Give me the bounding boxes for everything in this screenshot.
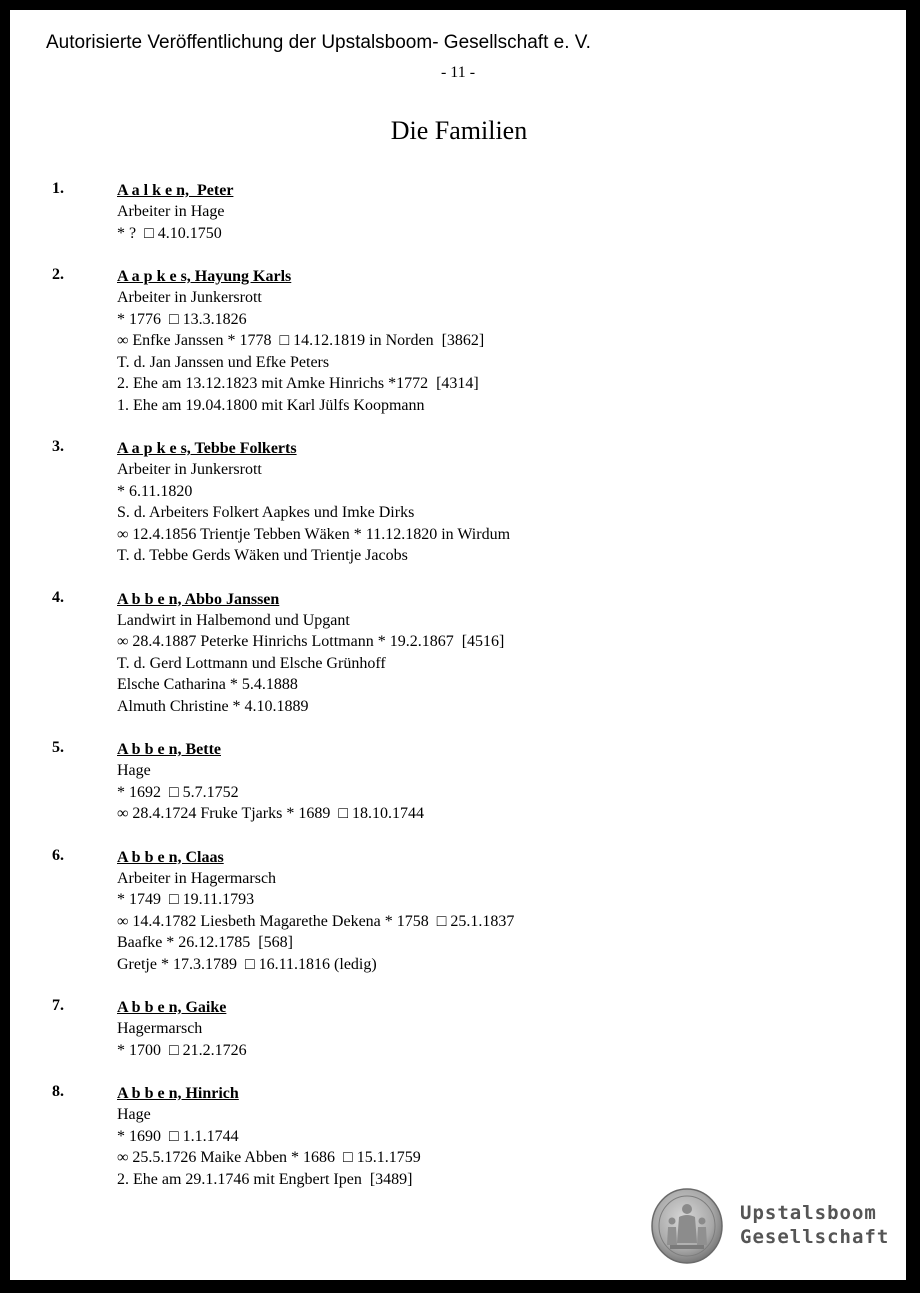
entry-detail-line: T. d. Tebbe Gerds Wäken und Trientje Jacobs (117, 547, 408, 564)
entry-detail-line: * 1776 □ 13.3.1826 (117, 310, 247, 328)
entry-detail-line: S. d. Arbeiters Folkert Aapkes und Imke Dirks (117, 504, 415, 521)
entry-detail-line: 2. Ehe am 13.12.1823 mit Amke Hinrichs *1772 [4314] (117, 375, 479, 392)
entry-number: 4. (52, 588, 64, 606)
entry-detail-line: Arbeiter in Junkersrott (117, 461, 262, 478)
entry-detail-line: Landwirt in Halbemond und Upgant (117, 611, 350, 629)
entry-number: 2. (52, 266, 64, 283)
document-page (10, 10, 906, 1280)
entry-number: 7. (52, 997, 64, 1014)
family-entry (10, 266, 906, 416)
family-entry (10, 997, 906, 1061)
entry-detail-line: Arbeiter in Junkersrott (117, 289, 262, 306)
entry-name: A b b e n, Claas (117, 848, 224, 866)
family-entry (10, 739, 906, 825)
family-entry (10, 1083, 906, 1190)
entry-name: A b b e n, Hinrich (117, 1085, 239, 1102)
family-entry (10, 589, 906, 718)
society-seal-icon (650, 1187, 724, 1265)
entry-detail-line: * ? □ 4.10.1750 (117, 224, 222, 242)
society-wordmark (740, 1201, 889, 1249)
entry-detail-line: * 1692 □ 5.7.1752 (117, 783, 239, 801)
entry-detail-line: ∞ 12.4.1856 Trientje Tebben Wäken * 11.12.1820 in Wirdum (117, 525, 511, 543)
entry-detail-line: * 1690 □ 1.1.1744 (117, 1127, 239, 1145)
entry-detail-line: T. d. Jan Janssen und Efke Peters (117, 353, 330, 371)
entry-name: A a l k e n, Peter (117, 182, 234, 199)
wordmark-line-2: Gesellschaft (740, 1226, 890, 1248)
entry-body (117, 266, 906, 416)
entry-name: A a p k e s, Tebbe Folkerts (117, 440, 297, 457)
entry-detail-line: Arbeiter in Hagermarsch (117, 869, 277, 887)
entry-name: A b b e n, Abbo Janssen (117, 590, 280, 608)
entry-detail-line: ∞ 28.4.1724 Fruke Tjarks * 1689 □ 18.10.1744 (117, 805, 424, 822)
entry-name: A b b e n, Bette (117, 741, 221, 758)
society-logo (650, 1187, 895, 1269)
entry-detail-line: * 1700 □ 21.2.1726 (117, 1041, 247, 1059)
family-entry (10, 438, 906, 567)
entry-body (117, 180, 906, 244)
entry-detail-line: * 1749 □ 19.11.1793 (117, 891, 255, 908)
entry-detail-line: Hagermarsch (117, 1020, 203, 1037)
entry-number: 5. (52, 739, 64, 756)
entry-number: 6. (52, 846, 64, 864)
family-entry (10, 180, 906, 244)
entry-number: 1. (52, 180, 64, 197)
family-entry (10, 847, 906, 976)
entry-detail-line: ∞ 25.5.1726 Maike Abben * 1686 □ 15.1.1759 (117, 1149, 421, 1166)
entry-name: A b b e n, Gaike (117, 999, 227, 1016)
entry-body (117, 438, 906, 567)
entry-name: A a p k e s, Hayung Karls (117, 268, 292, 285)
section-title: Die Familien (390, 116, 528, 145)
wordmark-line-1: Upstalsboom (740, 1202, 877, 1224)
publication-header: Autorisierte Veröffentlichung der Upstalsboom- Gesellschaft e. V. (46, 32, 591, 53)
entry-number: 3. (52, 438, 64, 455)
entry-number: 8. (52, 1083, 64, 1100)
entry-detail-line: Gretje * 17.3.1789 □ 16.11.1816 (ledig) (117, 955, 377, 973)
entry-detail-line: ∞ 14.4.1782 Liesbeth Magarethe Dekena * 1758 □ 25.1.1837 (117, 912, 515, 930)
entry-detail-line: * 6.11.1820 (117, 482, 193, 500)
entry-detail-line: 1. Ehe am 19.04.1800 mit Karl Jülfs Koopmann (117, 396, 425, 414)
entry-body (117, 1083, 906, 1190)
entry-detail-line: Hage (117, 1106, 151, 1123)
entry-body (117, 589, 906, 718)
entry-detail-line: ∞ Enfke Janssen * 1778 □ 14.12.1819 in Norden [3862] (117, 332, 485, 349)
entry-detail-line: ∞ 28.4.1887 Peterke Hinrichs Lottmann * 19.2.1867 [4516] (117, 633, 505, 650)
entry-detail-line: Hage (117, 762, 151, 779)
entry-detail-line: Elsche Catharina * 5.4.1888 (117, 676, 298, 693)
entry-detail-line: 2. Ehe am 29.1.1746 mit Engbert Ipen [3489] (117, 1170, 413, 1188)
entry-body (117, 739, 906, 825)
entry-body (117, 847, 906, 976)
entry-detail-line: Arbeiter in Hage (117, 203, 225, 220)
entry-body (117, 997, 906, 1061)
family-entries-list (10, 180, 906, 1212)
entry-detail-line: Almuth Christine * 4.10.1889 (117, 697, 309, 715)
entry-detail-line: T. d. Gerd Lottmann und Elsche Grünhoff (117, 654, 386, 672)
entry-detail-line: Baafke * 26.12.1785 [568] (117, 934, 293, 951)
page-number: - 11 - (440, 64, 476, 81)
